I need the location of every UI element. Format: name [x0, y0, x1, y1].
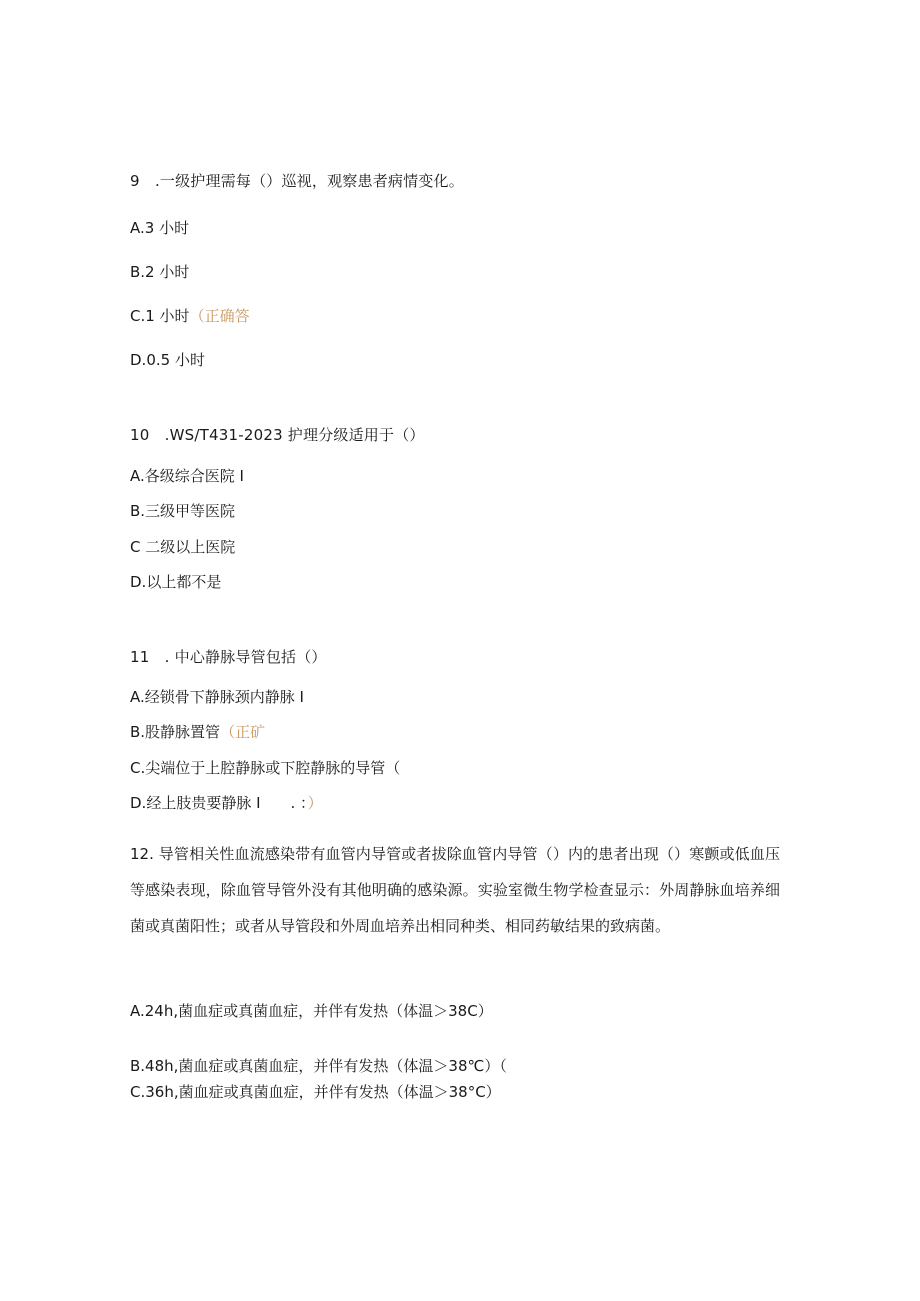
option-text: D.以上都不是 [130, 573, 222, 591]
question-10-option-a [130, 466, 244, 486]
question-10-option-d [130, 572, 221, 592]
option-text: C.1 小时 [130, 307, 190, 325]
option-text: C 二级以上医院 [130, 538, 236, 556]
question-11-option-a [130, 687, 304, 707]
question-11-option-d [130, 793, 323, 813]
option-text: B.三级甲等医院 [130, 502, 236, 520]
question-10-stem: 10 .WS/T431-2023 护理分级适用于（） [130, 426, 425, 444]
question-11-stem: 11 . 中心静脉导管包括（） [130, 648, 327, 666]
option-text: A.24h,菌血症或真菌血症，并伴有发热（体温＞38C） [130, 1002, 493, 1020]
option-text: A.3 小时 [130, 219, 190, 237]
answer-note: （正确答 [189, 307, 250, 325]
answer-note: ） [307, 794, 323, 812]
question-12-option-a [130, 1001, 493, 1021]
question-10-option-c [130, 537, 235, 557]
option-text: A.各级综合医院 I [130, 467, 244, 485]
option-text: B.股静脉置管 [130, 723, 221, 741]
question-9-stem: 9 .一级护理需每（）巡视，观察患者病情变化。 [130, 172, 464, 190]
option-text: A.经锁骨下静脉颈内静脉 I [130, 688, 304, 706]
question-10-option-b [130, 501, 235, 521]
question-12-stem: 12. 导管相关性血流感染带有血管内导管或者拔除血管内导管（）内的患者出现（）寒颤或低血压等感染表现，除血管导管外没有其他明确的感染源。实验室微生物学检查显示：外周静脉血培养细菌或真菌阳性；或者从导管段和外周血培养出相同种类、相同药敏结果的致病菌。 [130, 845, 780, 935]
option-text: D.0.5 小时 [130, 351, 205, 369]
question-12-option-b [130, 1056, 507, 1076]
question-11-option-b [130, 722, 265, 742]
question-9-option-c [130, 306, 250, 326]
question-11-option-c [130, 758, 400, 778]
option-text: C.36h,菌血症或真菌血症，并伴有发热（体温＞38°C） [130, 1083, 501, 1101]
question-12-option-c [130, 1082, 501, 1102]
option-text: B.2 小时 [130, 263, 190, 281]
question-9-option-a [130, 218, 189, 238]
option-text: C.尖端位于上腔静脉或下腔静脉的导管（ [130, 759, 401, 777]
option-text: B.48h,菌血症或真菌血症，并伴有发热（体温＞38℃）（ [130, 1057, 507, 1075]
answer-note: （正矿 [220, 723, 266, 741]
question-9-option-d [130, 350, 205, 370]
option-text: D.经上肢贵要静脉 I . ： [130, 794, 308, 812]
question-9-option-b [130, 262, 189, 282]
